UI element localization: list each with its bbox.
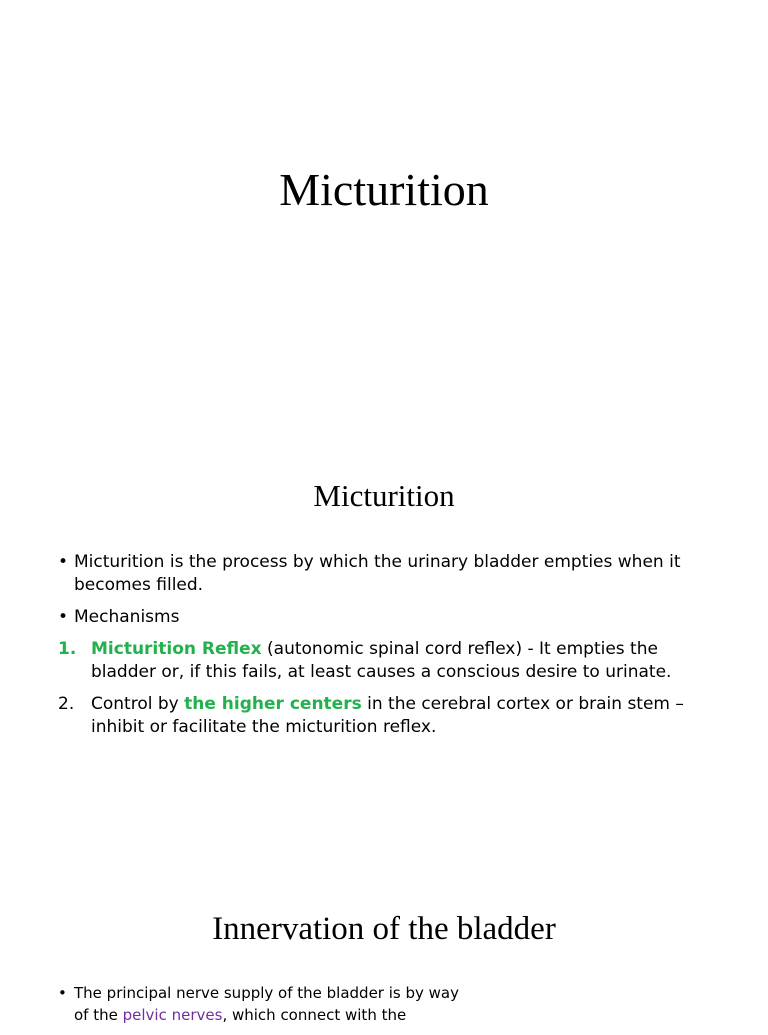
slide-2-body [58,551,718,748]
item-text: (autonomic spinal cord reflex) - It empties the bladder or, if this fails, at least causes a conscious desire to urinate. [91,639,672,682]
bullet-text: Micturition is the process by which the urinary bladder empties when it becomes filled. [74,552,681,595]
bullet-item [58,606,718,629]
item-prefix: Control by [91,694,185,714]
numbered-item [58,638,718,684]
bullet-suffix: , which connect with the [222,1006,407,1024]
numbered-item [58,693,718,739]
slide-3-body [58,982,478,1035]
slide-2 [0,400,768,840]
bullet-icon: • [58,552,69,572]
slide-3 [0,840,768,1024]
bullet-item [58,551,718,597]
slide-1 [0,0,768,400]
item-number: 2. [58,694,75,714]
bullet-icon: • [58,984,67,1002]
slide-3-title: Innervation of the bladder [212,911,556,947]
item-highlight: Micturition Reflex [91,639,262,659]
slide-1-title: Micturition [279,164,489,215]
bullet-icon: • [58,607,69,627]
bullet-highlight: pelvic nerves [122,1006,223,1024]
item-number: 1. [58,639,77,659]
bullet-text: Mechanisms [74,607,180,627]
bullet-item [58,982,478,1026]
item-highlight: the higher centers [184,694,362,714]
bullet-prefix: The principal nerve supply of the bladder is by way of the [74,984,459,1024]
slide-2-title: Micturition [313,478,455,513]
item-suffix: in the cerebral cortex or brain stem – inhibit or facilitate the micturition reflex. [91,694,684,737]
